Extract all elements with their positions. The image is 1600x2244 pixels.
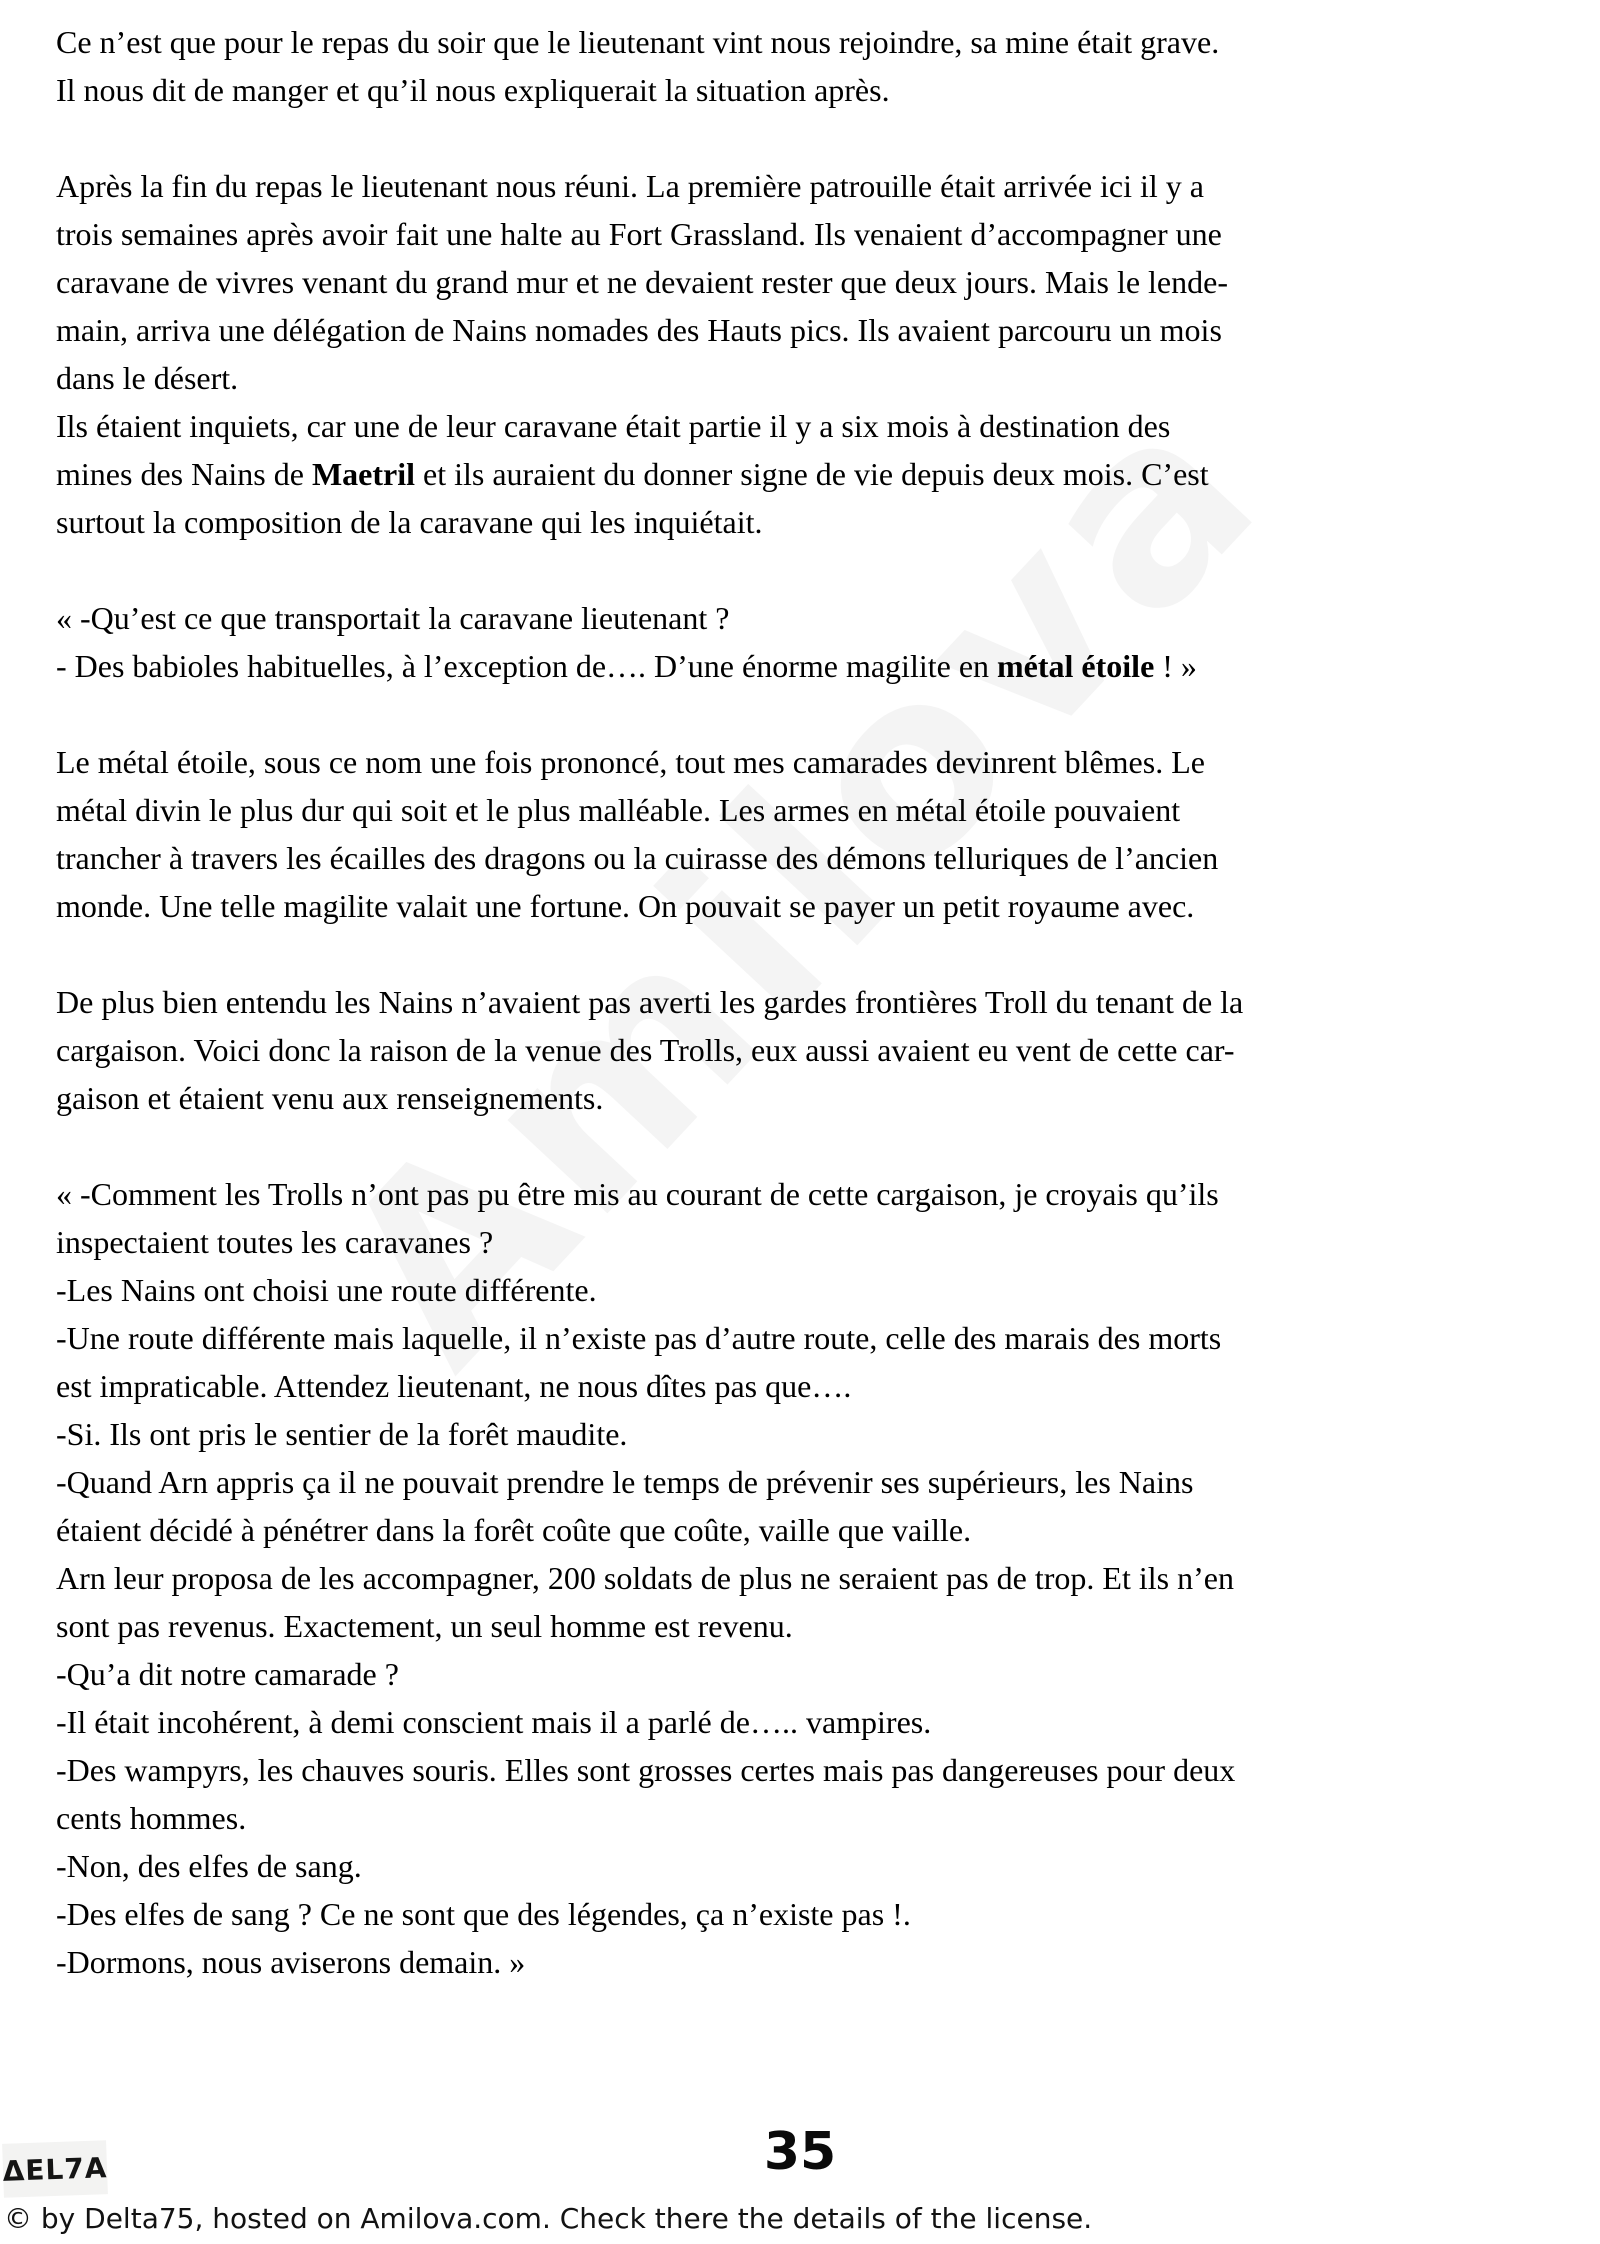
text-line: métal divin le plus dur qui soit et le plus malléable. Les armes en métal étoile pouvaient bbox=[56, 792, 1181, 828]
text-line: -Des wampyrs, les chauves souris. Elles sont grosses certes mais pas dangereuses pour deux bbox=[56, 1752, 1236, 1788]
text-line: -Quand Arn appris ça il ne pouvait prendre le temps de prévenir ses supérieurs, les Nains bbox=[56, 1464, 1194, 1500]
copyright-text: © by Delta75, hosted on Amilova.com. Check there the details of the license. bbox=[4, 2202, 1093, 2235]
text-line: cargaison. Voici donc la raison de la venue des Trolls, eux aussi avaient eu vent de cette car- bbox=[56, 1032, 1235, 1068]
paragraph-patrol bbox=[56, 162, 1548, 546]
text-line bbox=[56, 450, 1548, 498]
text-line: -Les Nains ont choisi une route différente. bbox=[56, 1272, 597, 1308]
text-line: Le métal étoile, sous ce nom une fois prononcé, tout mes camarades devinrent blêmes. Le bbox=[56, 744, 1205, 780]
text-segment: - Des babioles habituelles, à l’exception de…. D’une énorme magilite en bbox=[56, 648, 998, 684]
text-line: trois semaines après avoir fait une halte au Fort Grassland. Ils venaient d’accompagner une bbox=[56, 216, 1222, 252]
text-line: « -Qu’est ce que transportait la caravane lieutenant ? bbox=[56, 600, 730, 636]
text-line: « -Comment les Trolls n’ont pas pu être mis au courant de cette cargaison, je croyais qu’ils bbox=[56, 1176, 1219, 1212]
text-line: -Dormons, nous aviserons demain. » bbox=[56, 1944, 526, 1980]
text-segment: et ils auraient du donner signe de vie depuis deux mois. C’est bbox=[415, 456, 1209, 492]
text-line: trancher à travers les écailles des dragons ou la cuirasse des démons telluriques de l’ancien bbox=[56, 840, 1219, 876]
text-line bbox=[56, 642, 1548, 690]
text-line: sont pas revenus. Exactement, un seul homme est revenu. bbox=[56, 1608, 793, 1644]
text-line: Ce n’est que pour le repas du soir que le lieutenant vint nous rejoindre, sa mine était grave. bbox=[56, 24, 1220, 60]
text-line: De plus bien entendu les Nains n’avaient pas averti les gardes frontières Troll du tenant de la bbox=[56, 984, 1244, 1020]
text-line: surtout la composition de la caravane qui les inquiétait. bbox=[56, 504, 763, 540]
text-line: Après la fin du repas le lieutenant nous réuni. La première patrouille était arrivée ici il y a bbox=[56, 168, 1204, 204]
paragraph-intro bbox=[56, 18, 1548, 114]
text-line: -Une route différente mais laquelle, il n’existe pas d’autre route, celle des marais des morts bbox=[56, 1320, 1222, 1356]
text-line: Arn leur proposa de les accompagner, 200 soldats de plus ne seraient pas de trop. Et ils n’en bbox=[56, 1560, 1234, 1596]
paragraph-trolls bbox=[56, 978, 1548, 1122]
text-line: est impraticable. Attendez lieutenant, ne nous dîtes pas que…. bbox=[56, 1368, 852, 1404]
dialogue-cargo bbox=[56, 594, 1548, 690]
text-line: -Il était incohérent, à demi conscient mais il a parlé de….. vampires. bbox=[56, 1704, 932, 1740]
body-text bbox=[56, 18, 1548, 1986]
text-line: main, arriva une délégation de Nains nomades des Hauts pics. Ils avaient parcouru un mois bbox=[56, 312, 1222, 348]
dialogue-forest bbox=[56, 1170, 1548, 1986]
text-line: -Si. Ils ont pris le sentier de la forêt maudite. bbox=[56, 1416, 628, 1452]
text-line: cents hommes. bbox=[56, 1800, 247, 1836]
text-line: -Non, des elfes de sang. bbox=[56, 1848, 362, 1884]
text-segment: mines des Nains de bbox=[56, 456, 312, 492]
text-line: dans le désert. bbox=[56, 360, 239, 396]
page-number: 35 bbox=[763, 2122, 837, 2182]
text-line: étaient décidé à pénétrer dans la forêt coûte que coûte, vaille que vaille. bbox=[56, 1512, 972, 1548]
delta-logo: ΔEL7A bbox=[2, 2140, 108, 2198]
text-line: inspectaient toutes les caravanes ? bbox=[56, 1224, 494, 1260]
bold-text: Maetril bbox=[311, 456, 415, 492]
text-line: -Des elfes de sang ? Ce ne sont que des légendes, ça n’existe pas !. bbox=[56, 1896, 911, 1932]
text-line: Ils étaient inquiets, car une de leur caravane était partie il y a six mois à destination des bbox=[56, 408, 1171, 444]
text-line: gaison et étaient venu aux renseignements. bbox=[56, 1080, 604, 1116]
text-line: -Qu’a dit notre camarade ? bbox=[56, 1656, 399, 1692]
text-line: Il nous dit de manger et qu’il nous expliquerait la situation après. bbox=[56, 72, 890, 108]
paragraph-star-metal bbox=[56, 738, 1548, 930]
text-line: caravane de vivres venant du grand mur et ne devaient rester que deux jours. Mais le lende- bbox=[56, 264, 1228, 300]
text-segment: ! » bbox=[1154, 648, 1197, 684]
text-line: monde. Une telle magilite valait une fortune. On pouvait se payer un petit royaume avec. bbox=[56, 888, 1195, 924]
bold-text: métal étoile bbox=[997, 648, 1155, 684]
